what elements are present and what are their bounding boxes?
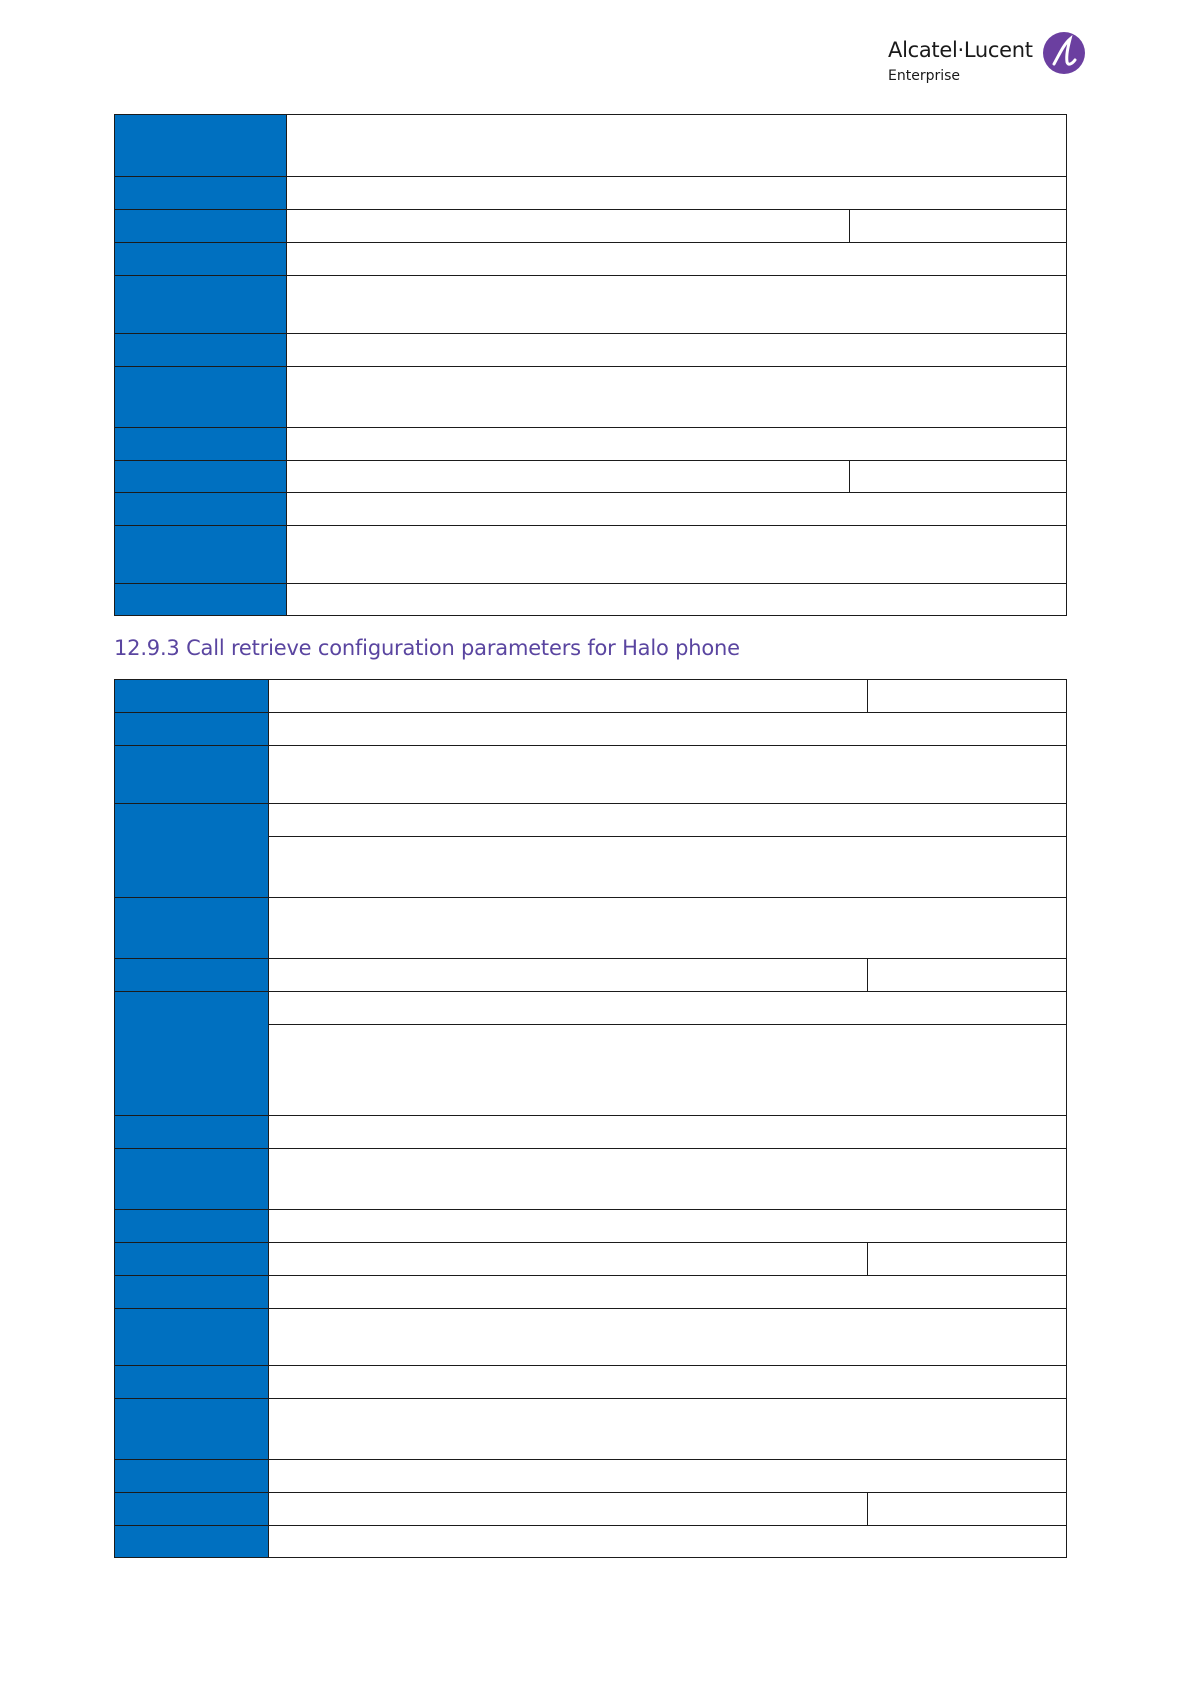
logo-brand-text: Alcatel·Lucent: [888, 38, 1033, 62]
row-label-cell: [115, 680, 269, 713]
alcatel-lucent-mark-icon: [1042, 31, 1086, 75]
row-label-cell: [115, 210, 287, 243]
table-row: [115, 1149, 1067, 1210]
row-value-cell: [287, 177, 1067, 210]
row-label-cell: [115, 1309, 269, 1366]
table-row: [115, 243, 1067, 276]
row-value-cell: [269, 1399, 1067, 1460]
row-label-cell: [115, 493, 287, 526]
row-extra-cell: [868, 1493, 1067, 1526]
row-extra-cell: [868, 680, 1067, 713]
row-value-cell: [287, 367, 1067, 428]
row-value-cell: [269, 1025, 1067, 1116]
row-value-cell: [269, 1210, 1067, 1243]
row-label-cell: [115, 177, 287, 210]
row-value-cell: [269, 1309, 1067, 1366]
row-value-cell: [287, 428, 1067, 461]
table-row: [115, 177, 1067, 210]
row-label-cell: [115, 1399, 269, 1460]
row-value-cell: [269, 1526, 1067, 1558]
row-label-cell: [115, 243, 287, 276]
table-row: [115, 992, 1067, 1025]
table-row: [115, 461, 1067, 493]
company-logo: [888, 30, 1098, 92]
table-row: [115, 1526, 1067, 1558]
row-label-cell: [115, 428, 287, 461]
table-row: [115, 210, 1067, 243]
table-row: [115, 584, 1067, 616]
table-row: [115, 713, 1067, 746]
table-row: [115, 1460, 1067, 1493]
table-row: [115, 526, 1067, 584]
row-label-cell: [115, 526, 287, 584]
table-row: [115, 428, 1067, 461]
row-label-cell: [115, 1366, 269, 1399]
row-value-cell: [269, 837, 1067, 898]
table-row: [115, 1116, 1067, 1149]
row-value-cell: [269, 898, 1067, 959]
table-row: [115, 1210, 1067, 1243]
row-value-cell: [269, 1243, 868, 1276]
row-value-cell: [269, 713, 1067, 746]
table-row: [115, 334, 1067, 367]
row-value-cell: [269, 992, 1067, 1025]
row-value-cell: [287, 334, 1067, 367]
row-value-cell: [269, 804, 1067, 837]
row-label-cell: [115, 461, 287, 493]
row-value-cell: [287, 276, 1067, 334]
row-value-cell: [287, 584, 1067, 616]
row-label-cell: [115, 1276, 269, 1309]
row-label-cell: [115, 713, 269, 746]
row-label-cell: [115, 1149, 269, 1210]
row-label-cell: [115, 1526, 269, 1558]
row-value-cell: [287, 243, 1067, 276]
row-label-cell: [115, 1460, 269, 1493]
row-label-cell: [115, 959, 269, 992]
table-row: [115, 804, 1067, 837]
table-row: [115, 746, 1067, 804]
logo-sub-text: Enterprise: [888, 68, 961, 84]
table-row: [115, 276, 1067, 334]
table-row: [115, 898, 1067, 959]
row-value-cell: [287, 461, 850, 493]
parameter-table-1: [114, 114, 1067, 616]
row-value-cell: [269, 1149, 1067, 1210]
table-row: [115, 1276, 1067, 1309]
table-row: [115, 680, 1067, 713]
row-value-cell: [269, 959, 868, 992]
row-label-cell: [115, 804, 269, 898]
table-row: [115, 1399, 1067, 1460]
row-label-cell: [115, 115, 287, 177]
row-label-cell: [115, 276, 287, 334]
row-value-cell: [269, 1276, 1067, 1309]
section-heading: 12.9.3 Call retrieve configuration parameters for Halo phone: [114, 636, 740, 660]
row-extra-cell: [868, 1243, 1067, 1276]
row-extra-cell: [850, 461, 1067, 493]
row-label-cell: [115, 992, 269, 1116]
row-value-cell: [269, 1116, 1067, 1149]
row-extra-cell: [868, 959, 1067, 992]
row-label-cell: [115, 746, 269, 804]
row-label-cell: [115, 584, 287, 616]
row-value-cell: [287, 526, 1067, 584]
parameter-table-2: [114, 679, 1067, 1558]
row-value-cell: [269, 1493, 868, 1526]
row-label-cell: [115, 367, 287, 428]
row-label-cell: [115, 1493, 269, 1526]
row-value-cell: [269, 746, 1067, 804]
row-value-cell: [269, 1460, 1067, 1493]
table-row: [115, 115, 1067, 177]
table-row: [115, 1493, 1067, 1526]
row-label-cell: [115, 334, 287, 367]
row-value-cell: [287, 115, 1067, 177]
table-row: [115, 1243, 1067, 1276]
table-row: [115, 493, 1067, 526]
row-value-cell: [287, 493, 1067, 526]
table-row: [115, 367, 1067, 428]
table-row: [115, 1366, 1067, 1399]
table-row: [115, 1309, 1067, 1366]
row-label-cell: [115, 1243, 269, 1276]
row-label-cell: [115, 1116, 269, 1149]
row-extra-cell: [850, 210, 1067, 243]
row-label-cell: [115, 898, 269, 959]
table-row: [115, 959, 1067, 992]
row-value-cell: [269, 1366, 1067, 1399]
row-label-cell: [115, 1210, 269, 1243]
row-value-cell: [287, 210, 850, 243]
row-value-cell: [269, 680, 868, 713]
